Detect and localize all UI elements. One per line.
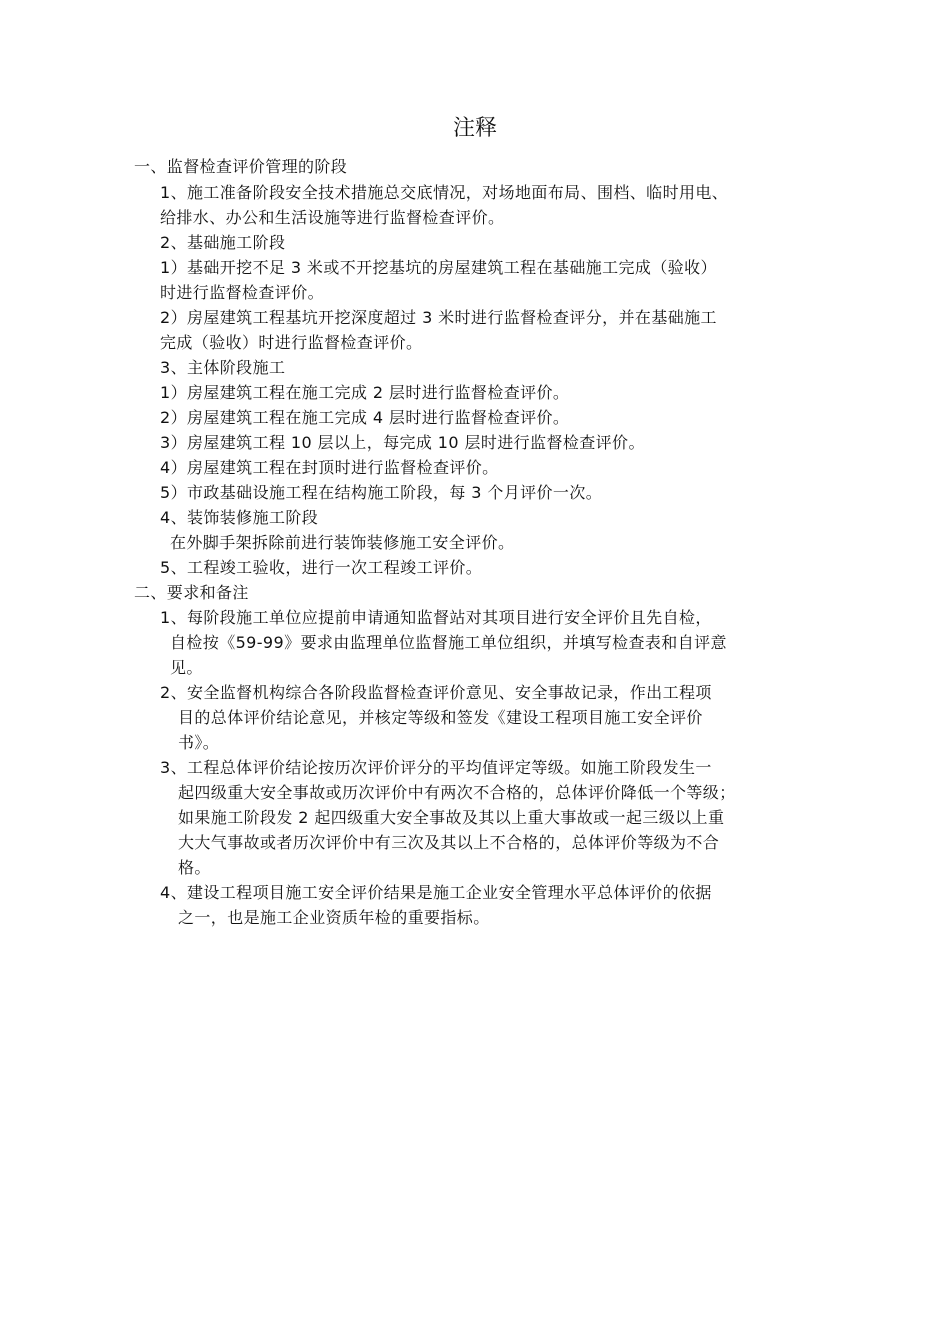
section2-item4-line1: 4、建设工程项目施工安全评价结果是施工企业安全管理水平总体评价的依据 bbox=[160, 883, 712, 902]
section1-item2-sub2-line1: 2）房屋建筑工程基坑开挖深度超过 3 米时进行监督检查评分，并在基础施工 bbox=[160, 308, 717, 327]
section1-item1-line2: 给排水、办公和生活设施等进行监督检查评价。 bbox=[160, 208, 505, 227]
section1-item2-sub1-line2: 时进行监督检查评价。 bbox=[160, 283, 325, 302]
section2-item1-line1: 1、每阶段施工单位应提前申请通知监督站对其项目进行安全评价且先自检， bbox=[160, 608, 712, 627]
section2-item3-line4: 大大气事故或者历次评价中有三次及其以上不合格的，总体评价等级为不合 bbox=[178, 833, 720, 852]
section2-item3-line5: 格。 bbox=[178, 858, 211, 877]
section2-item1-line2: 自检按《59-99》要求由监理单位监督施工单位组织，并填写检查表和自评意 bbox=[170, 633, 727, 652]
section2-item2-line2: 目的总体评价结论意见，并核定等级和签发《建设工程项目施工安全评价 bbox=[178, 708, 703, 727]
section1-item2-sub2-line2: 完成（验收）时进行监督检查评价。 bbox=[160, 333, 423, 352]
section1-item3-heading: 3、主体阶段施工 bbox=[160, 358, 286, 377]
section1-item3-sub3: 3）房屋建筑工程 10 层以上，每完成 10 层时进行监督检查评价。 bbox=[160, 433, 645, 452]
section1-item5: 5、工程竣工验收，进行一次工程竣工评价。 bbox=[160, 558, 483, 577]
section2-item2-line1: 2、安全监督机构综合各阶段监督检查评价意见、安全事故记录，作出工程项 bbox=[160, 683, 712, 702]
section2-item1-line3: 见。 bbox=[170, 658, 203, 677]
section1-item3-sub4: 4）房屋建筑工程在封顶时进行监督检查评价。 bbox=[160, 458, 499, 477]
section2-item3-line1: 3、工程总体评价结论按历次评价评分的平均值评定等级。如施工阶段发生一 bbox=[160, 758, 712, 777]
section2-heading: 二、要求和备注 bbox=[134, 583, 249, 602]
section2-item3-line3: 如果施工阶段发 2 起四级重大安全事故及其以上重大事故或一起三级以上重 bbox=[178, 808, 725, 827]
section1-item4-text: 在外脚手架拆除前进行装饰装修施工安全评价。 bbox=[170, 533, 515, 552]
section1-item3-sub1: 1）房屋建筑工程在施工完成 2 层时进行监督检查评价。 bbox=[160, 383, 570, 402]
document-title: 注释 bbox=[452, 116, 497, 141]
section1-item1-line1: 1、施工准备阶段安全技术措施总交底情况，对场地面布局、围档、临时用电、 bbox=[160, 183, 729, 202]
section2-item2-line3: 书》。 bbox=[178, 733, 220, 752]
section1-item3-sub5: 5）市政基础设施工程在结构施工阶段，每 3 个月评价一次。 bbox=[160, 483, 603, 502]
section1-item2-heading: 2、基础施工阶段 bbox=[160, 233, 286, 252]
section2-item4-line2: 之一，也是施工企业资质年检的重要指标。 bbox=[178, 908, 490, 927]
section1-heading: 一、监督检查评价管理的阶段 bbox=[134, 157, 348, 176]
section1-item2-sub1-line1: 1）基础开挖不足 3 米或不开挖基坑的房屋建筑工程在基础施工完成（验收） bbox=[160, 258, 717, 277]
section1-item4-heading: 4、装饰装修施工阶段 bbox=[160, 508, 319, 527]
section2-item3-line2: 起四级重大安全事故或历次评价中有两次不合格的，总体评价降低一个等级； bbox=[178, 783, 736, 802]
section1-item3-sub2: 2）房屋建筑工程在施工完成 4 层时进行监督检查评价。 bbox=[160, 408, 570, 427]
